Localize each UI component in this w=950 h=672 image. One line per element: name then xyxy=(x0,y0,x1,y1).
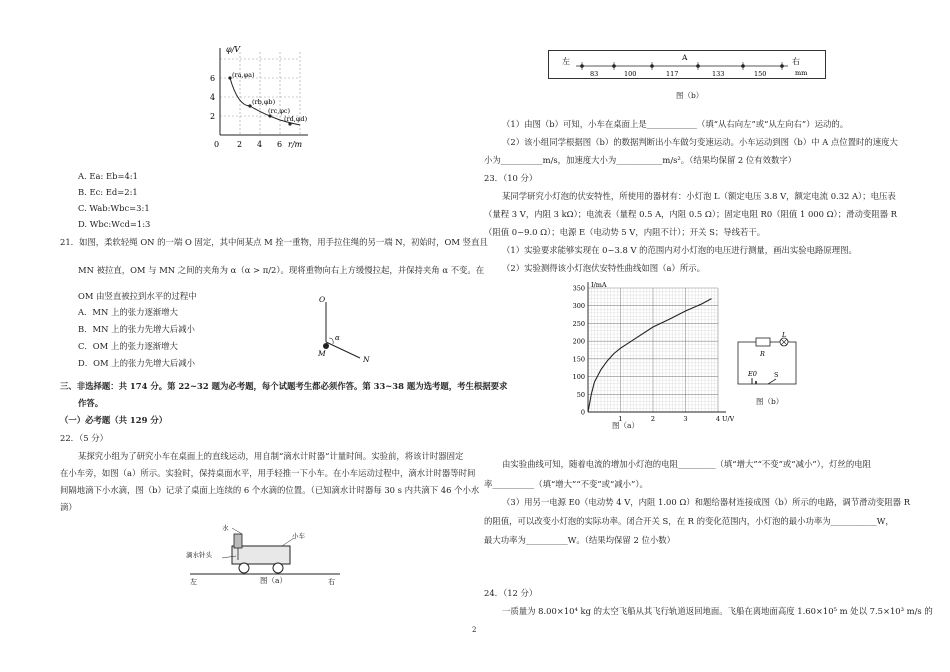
x-tick-label: 1 xyxy=(618,415,623,423)
section3-line2: 作答。 xyxy=(78,398,104,408)
required-heading: （一）必考题（共 129 分） xyxy=(60,415,168,425)
q21-option-d: D．OM 上的张力先增大后减小 xyxy=(78,358,195,368)
q23-p1: 某同学研究小灯泡的伏安特性，所使用的器材有：小灯泡 L（额定电压 3.8 V，额定电流 0.32 A）；电压表 xyxy=(502,191,896,201)
water-label: 水 xyxy=(222,524,229,532)
segment: 150 xyxy=(754,70,767,78)
q20-option-c: C. Wab:Wbc=3:1 xyxy=(78,203,150,213)
y-tick-label: 150 xyxy=(572,355,585,364)
q22-sub2b: 小为__________m/s，加速度大小为___________m/s²。（结果均保留 2 位有效数字） xyxy=(484,155,797,165)
right-label: 右 xyxy=(328,578,335,586)
q20-option-a: A. Ea: Eb=4:1 xyxy=(78,171,138,181)
y-tick-label: 300 xyxy=(572,302,585,311)
y-tick: 4 xyxy=(210,93,216,102)
q21-option-b: B．MN 上的张力先增大后减小 xyxy=(78,324,195,334)
q23-sub3a: （3）用另一电源 E0（电动势 4 V，内阻 1.00 Ω）和题给器材连接成图（b）所示的电路，调节滑动变阻器 R xyxy=(502,497,911,507)
phi-axis-label: φ/V xyxy=(226,45,241,54)
segment: 83 xyxy=(590,70,599,78)
x-tick: 2 xyxy=(237,140,243,149)
x-tick-label: 3 xyxy=(683,415,688,423)
iv-caption-b: 图（b） xyxy=(756,397,784,406)
fig-a-caption: 图（a） xyxy=(260,576,287,585)
q20-option-b: B. Ec: Ed=2:1 xyxy=(78,187,138,197)
point-label: (rc,φc) xyxy=(268,107,291,115)
q23-sub1: （1）实验要求能够实现在 0~3.8 V 的范围内对小灯泡的电压进行测量，画出实验电路原理图。 xyxy=(502,245,857,255)
q22-p1: 某探究小组为了研究小车在桌面上的直线运动，用自制“滴水计时器”计量时间。实验前，将该计时器固定 xyxy=(78,451,464,461)
q22-p4: 滴） xyxy=(60,502,77,512)
q21-option-a: A．MN 上的张力逐渐增大 xyxy=(78,307,178,317)
svg-text:L: L xyxy=(782,332,787,339)
svg-text:E0: E0 xyxy=(748,370,757,378)
x-tick: 6 xyxy=(277,140,283,149)
fig-b-caption: 图（b） xyxy=(676,91,704,100)
fig-b-right: 右 xyxy=(792,57,800,66)
y-tick: 0 xyxy=(214,140,220,149)
q23-title: 23．（10 分） xyxy=(484,173,538,183)
svg-text:R: R xyxy=(760,350,765,358)
q23-p5: 率__________（填“增大”“不变”或“减小”）。 xyxy=(484,479,648,489)
y-tick-label: 50 xyxy=(576,390,585,399)
q22-title: 22．（5 分） xyxy=(60,433,108,443)
y-tick: 2 xyxy=(210,112,216,121)
cart-label: 小车 xyxy=(292,532,305,540)
iv-chart xyxy=(566,278,734,430)
q23-sub3b: 的阻值，可以改变小灯泡的实际功率。闭合开关 S，在 R 的变化范围内，小灯泡的最小功率为___________W， xyxy=(484,516,894,526)
svg-text:O: O xyxy=(319,295,326,304)
x-tick: 4 xyxy=(257,140,263,149)
q24-title: 24．（12 分） xyxy=(484,588,538,598)
segment: 117 xyxy=(666,70,679,78)
x-tick-label: 4 xyxy=(715,415,721,423)
svg-text:N: N xyxy=(363,355,370,364)
rope-figure xyxy=(316,292,376,364)
circuit-figure xyxy=(730,332,804,394)
q22-sub2a: （2）该小组同学根据图（b）的数据判断出小车做匀变速运动。小车运动到图（b）中 A 点位置时的速度大 xyxy=(502,137,898,147)
q21-line1: 21．如图，柔软轻绳 ON 的一端 O 固定，其中间某点 M 拴一重物，用手拉住绳的另一端 N，初始时，OM 竖直且 xyxy=(60,237,488,247)
y-tick-label: 200 xyxy=(572,337,585,346)
point-label: (rb,φb) xyxy=(252,98,276,106)
q23-p2: （量程 3 V，内阻 3 kΩ）；电流表（量程 0.5 A，内阻 0.5 Ω）；固定电阻 R0（阻值 1 000 Ω）；滑动变阻器 R xyxy=(484,209,897,219)
segment: 133 xyxy=(712,70,725,78)
q22-p3: 间隔地滴下小水滴，图（b）记录了桌面上连续的 6 个水滴的位置。（已知滴水计时器每 30 s 内共滴下 46 个小水 xyxy=(60,485,480,495)
y-tick: 6 xyxy=(210,74,216,83)
section3-line1: 三、非选择题：共 174 分。第 22~32 题为必考题，每个试题考生都必须作答。第 33~38 题为选考题，考生根据要求 xyxy=(60,381,508,391)
left-label: 左 xyxy=(190,578,197,586)
dropper-label: 滴水针头 xyxy=(186,551,212,559)
svg-text:M: M xyxy=(318,349,326,358)
phi-r-graph xyxy=(208,44,326,152)
point-label: (rd,φd) xyxy=(284,115,308,123)
fig-b-left: 左 xyxy=(562,57,570,66)
q23-sub2: （2）实验测得该小灯泡伏安特性曲线如图（a）所示。 xyxy=(502,263,705,273)
iv-caption-a: 图（a） xyxy=(612,421,639,430)
q22-sub1: （1）由图（b）可知，小车在桌面上是____________（填“从右向左”或“从左向右”）运动的。 xyxy=(502,119,849,129)
x-tick-label: 2 xyxy=(650,415,656,423)
x-axis-label: U/V xyxy=(722,415,734,423)
q23-sub3c: 最大功率为__________W。（结果均保留 2 位小数） xyxy=(484,535,675,545)
y-tick-label: 0 xyxy=(580,408,585,417)
q20-option-d: D. Wbc:Wcd=1:3 xyxy=(78,219,151,229)
r-axis-label: r/m xyxy=(288,140,303,149)
q21-line3: OM 由竖直被拉到水平的过程中 xyxy=(78,291,197,301)
q21-option-c: C．OM 上的张力逐渐增大 xyxy=(78,341,178,351)
q24-p1: 一质量为 8.00×10⁴ kg 的太空飞船从其飞行轨道返回地面。飞船在离地面高度 1.60×10⁵ m 处以 7.5×10³ m/s 的 xyxy=(502,606,933,616)
y-tick-label: 350 xyxy=(572,284,585,293)
y-tick-label: 100 xyxy=(572,373,585,382)
svg-text:α: α xyxy=(335,334,340,342)
q23-p3: （阻值 0~9.0 Ω）；电源 E（电动势 5 V，内阻不计）；开关 S；导线若干。 xyxy=(484,227,766,237)
segment: 100 xyxy=(624,70,637,78)
page-number: 2 xyxy=(472,626,477,634)
q22-p2: 在小车旁，如图（a）所示。实验时，保持桌面水平，用手轻推一下小车。在小车运动过程中，滴水计时器等时间 xyxy=(60,468,476,478)
y-tick-label: 250 xyxy=(572,319,585,328)
q23-p4: 由实验曲线可知，随着电流的增加小灯泡的电阻_________（填“增大”“不变”或“减小”），灯丝的电阻 xyxy=(502,459,872,469)
q21-line2: MN 被拉直，OM 与 MN 之间的夹角为 α（α > π/2）。现将重物向右上方缓慢拉起，并保持夹角 α 不变。在 xyxy=(78,265,485,275)
point-a: A xyxy=(682,53,688,62)
fig-b-unit: mm xyxy=(795,69,808,77)
svg-text:S: S xyxy=(774,371,779,379)
y-axis-label: I/mA xyxy=(591,281,607,289)
point-label: (ra,φa) xyxy=(232,71,255,79)
